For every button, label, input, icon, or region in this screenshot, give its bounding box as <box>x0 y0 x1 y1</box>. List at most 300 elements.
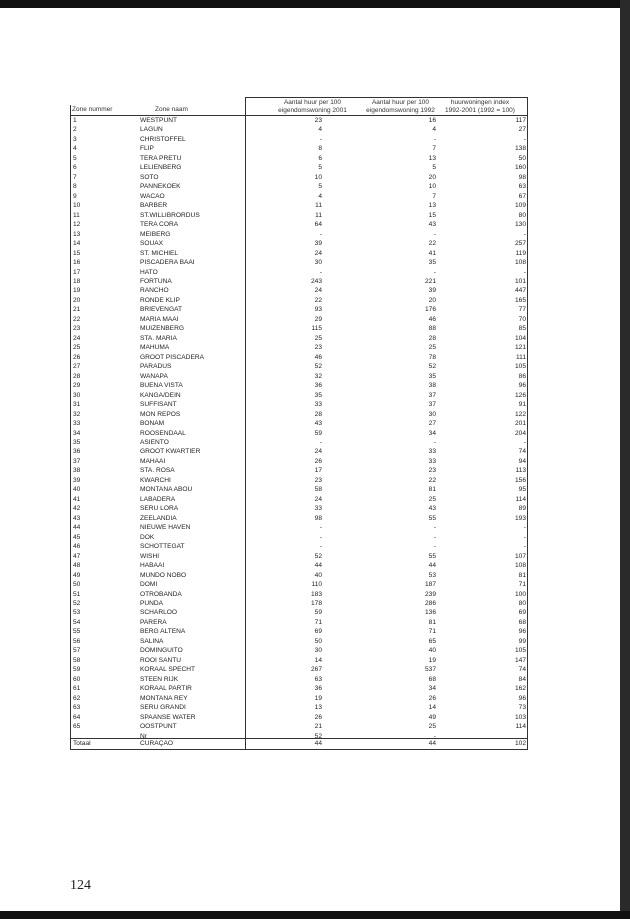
ratio-2001: 30 <box>314 259 322 267</box>
rent-index: 94 <box>518 457 526 465</box>
table-row <box>70 324 528 334</box>
zone-number: 37 <box>73 457 81 465</box>
rent-index: 113 <box>515 467 526 475</box>
scan-border-right <box>620 0 630 919</box>
rent-index: - <box>523 438 526 446</box>
zone-name: BUENA VISTA <box>140 382 183 390</box>
ratio-2001: 33 <box>314 505 322 513</box>
zone-name: DOMINGUITO <box>140 647 183 655</box>
zone-number: 48 <box>73 562 81 570</box>
zone-name: DOMI <box>140 581 158 589</box>
ratio-1992: 33 <box>428 457 436 465</box>
ratio-2001: 243 <box>310 277 322 285</box>
zone-number: 30 <box>73 391 81 399</box>
ratio-2001: 22 <box>314 296 322 304</box>
rent-index: 91 <box>518 401 526 409</box>
zone-name: WISHI <box>140 552 160 560</box>
zone-number: 50 <box>73 581 81 589</box>
zone-number: 9 <box>73 192 77 200</box>
table-row <box>70 154 528 164</box>
ratio-1992: 23 <box>428 467 436 475</box>
header-index-line2: 1992-2001 (1992 = 100) <box>445 107 515 114</box>
zone-name: SERU GRANDI <box>140 704 186 712</box>
header-zone-nummer: Zone nummer <box>72 106 113 113</box>
zone-number: 53 <box>73 609 81 617</box>
zone-name: HATO <box>140 268 158 276</box>
rent-index: 109 <box>514 202 526 210</box>
ratio-1992: 35 <box>428 372 436 380</box>
header-zone-naam: Zone naam <box>155 106 188 113</box>
header-1992-line1: Aantal huur per 100 <box>371 99 430 106</box>
ratio-1992: - <box>433 732 436 740</box>
rent-index: 104 <box>514 334 526 342</box>
ratio-2001: 183 <box>310 590 322 598</box>
table-row <box>70 239 528 249</box>
ratio-1992: 286 <box>424 599 436 607</box>
rent-index: 89 <box>518 505 526 513</box>
zone-name: STA. MARIA <box>140 334 177 342</box>
ratio-2001: - <box>319 543 322 551</box>
ratio-2001: 43 <box>314 420 322 428</box>
zone-number: 62 <box>73 694 81 702</box>
rent-index: 95 <box>518 486 526 494</box>
rent-index: 74 <box>518 666 526 674</box>
zone-name: RANCHO <box>140 287 169 295</box>
ratio-2001: 26 <box>314 457 322 465</box>
ratio-1992: - <box>433 533 436 541</box>
rent-index: - <box>523 135 526 143</box>
table-row <box>70 296 528 306</box>
table-row <box>70 362 528 372</box>
rent-ratio-table <box>70 97 528 750</box>
rent-index: 114 <box>515 495 526 503</box>
ratio-1992: 39 <box>428 287 436 295</box>
ratio-2001: 24 <box>314 448 322 456</box>
table-row <box>70 286 528 296</box>
ratio-2001: 35 <box>314 391 322 399</box>
zone-number: 20 <box>73 296 81 304</box>
ratio-1992: 37 <box>428 391 436 399</box>
ratio-2001: 58 <box>314 486 322 494</box>
zone-number: 31 <box>73 401 81 409</box>
table-row <box>70 514 528 524</box>
ratio-2001: 59 <box>314 609 322 617</box>
ratio-2001: 30 <box>314 647 322 655</box>
ratio-1992: 7 <box>432 192 436 200</box>
table-row <box>70 277 528 287</box>
zone-number: 1 <box>73 117 77 124</box>
zone-number: 41 <box>73 495 81 503</box>
table-row <box>70 703 528 713</box>
ratio-2001: 6 <box>318 154 322 162</box>
ratio-1992: 30 <box>428 410 436 418</box>
zone-name: STEEN RIJK <box>140 675 179 683</box>
ratio-1992: 81 <box>428 486 436 494</box>
ratio-2001: 267 <box>310 666 322 674</box>
rent-index: 160 <box>514 164 526 172</box>
ratio-2001: 11 <box>315 202 322 210</box>
ratio-2001: 26 <box>314 713 322 721</box>
scan-border-top <box>0 0 630 8</box>
rent-index: 86 <box>518 372 526 380</box>
ratio-1992: 16 <box>428 117 436 124</box>
zone-name: FLIP <box>140 145 154 153</box>
zone-name: MAHAAI <box>140 457 166 465</box>
ratio-1992: 81 <box>428 618 436 626</box>
zone-number: 42 <box>73 505 81 513</box>
rent-index: 138 <box>514 145 526 153</box>
zone-name: GROOT KWARTIER <box>140 448 201 456</box>
table-row <box>70 182 528 192</box>
zone-name: ROOSENDAAL <box>140 429 186 437</box>
rent-index: 108 <box>514 259 526 267</box>
table-row <box>70 599 528 609</box>
ratio-1992: 136 <box>424 609 436 617</box>
zone-number: 4 <box>73 145 77 153</box>
table-top-border <box>245 97 528 98</box>
zone-name: WESTPUNT <box>140 117 177 124</box>
zone-number: 56 <box>73 637 81 645</box>
zone-name: ZEELANDIA <box>140 514 177 522</box>
rent-index: 107 <box>514 552 526 560</box>
zone-number: 6 <box>73 164 77 172</box>
table-row <box>70 268 528 278</box>
ratio-2001: 14 <box>314 656 322 664</box>
header-index-line1: huurwoningen index <box>450 99 510 106</box>
ratio-1992: 20 <box>428 173 436 181</box>
table-row <box>70 173 528 183</box>
zone-name: PARERA <box>140 618 167 626</box>
ratio-2001: 33 <box>314 401 322 409</box>
zone-number: 60 <box>73 675 81 683</box>
ratio-1992: 25 <box>428 344 436 352</box>
table-row <box>70 675 528 685</box>
table-row <box>70 580 528 590</box>
ratio-1992: 4 <box>432 126 436 134</box>
rent-index: 80 <box>518 599 526 607</box>
zone-name: SPAANSE WATER <box>140 713 196 721</box>
ratio-2001: 11 <box>315 211 322 219</box>
ratio-2001: 64 <box>314 221 322 229</box>
page-number: 124 <box>70 878 91 893</box>
ratio-2001: 63 <box>314 675 322 683</box>
zone-number: 40 <box>73 486 81 494</box>
ratio-1992: 27 <box>428 420 436 428</box>
zone-number: 15 <box>73 249 81 257</box>
zone-name: KORAAL SPECHT <box>140 666 196 674</box>
ratio-1992: - <box>433 135 436 143</box>
zone-number: 47 <box>73 552 81 560</box>
zone-name: PUNDA <box>140 599 164 607</box>
ratio-1992: 22 <box>428 476 436 484</box>
zone-name: SUFFISANT <box>140 401 177 409</box>
rent-index: 69 <box>518 609 526 617</box>
rent-index: 162 <box>514 685 526 693</box>
rent-index: 101 <box>514 277 526 285</box>
ratio-1992: 68 <box>428 675 436 683</box>
zone-number: 24 <box>73 334 81 342</box>
zone-name: BONAM <box>140 420 165 428</box>
table-row <box>70 192 528 202</box>
header-2001-line1: Aantal huur per 100 <box>283 99 342 106</box>
zone-name: ST. MICHIEL <box>140 249 179 257</box>
table-row <box>70 694 528 704</box>
zone-name: WACAO <box>140 192 165 200</box>
total-zone-name: CURAÇAO <box>140 740 173 747</box>
zone-number: 49 <box>73 571 81 579</box>
zone-name: LAGUN <box>140 126 163 134</box>
rent-index: 105 <box>514 647 526 655</box>
table-row <box>70 466 528 476</box>
ratio-1992: 65 <box>428 637 436 645</box>
ratio-1992: - <box>433 268 436 276</box>
zone-number: 65 <box>73 723 81 731</box>
ratio-1992: 41 <box>428 249 436 257</box>
ratio-1992: 187 <box>424 581 436 589</box>
zone-number: 44 <box>73 524 81 532</box>
table-row <box>70 457 528 467</box>
rent-index: 147 <box>514 656 526 664</box>
table-row <box>70 315 528 325</box>
ratio-2001: 29 <box>314 315 322 323</box>
table-row <box>70 476 528 486</box>
total-1992: 44 <box>428 740 436 747</box>
ratio-2001: 23 <box>314 117 322 124</box>
zone-number: 52 <box>73 599 81 607</box>
table-row <box>70 343 528 353</box>
zone-number: 5 <box>73 154 77 162</box>
zone-number: 55 <box>73 628 81 636</box>
ratio-1992: 25 <box>428 723 436 731</box>
zone-number: 28 <box>73 372 81 380</box>
zone-number: 2 <box>73 126 77 134</box>
ratio-2001: 110 <box>311 581 322 589</box>
table-row <box>70 125 528 135</box>
table-row <box>70 542 528 552</box>
rent-index: 126 <box>514 391 526 399</box>
zone-number: 32 <box>73 410 81 418</box>
rent-index: 27 <box>518 126 526 134</box>
table-row <box>70 571 528 581</box>
rent-index: 73 <box>518 704 526 712</box>
ratio-2001: 19 <box>314 694 322 702</box>
zone-number: 17 <box>73 268 81 276</box>
zone-number: 38 <box>73 467 81 475</box>
rent-index: 447 <box>514 287 526 295</box>
zone-name: SCHARLOO <box>140 609 178 617</box>
zone-name: LABADERA <box>140 495 176 503</box>
rent-index: 108 <box>514 562 526 570</box>
ratio-2001: 52 <box>314 552 322 560</box>
zone-number: 45 <box>73 533 81 541</box>
zone-number: 64 <box>73 713 81 721</box>
zone-name: GROOT PISCADERA <box>140 353 204 361</box>
table-row <box>70 533 528 543</box>
table-row <box>70 220 528 230</box>
ratio-1992: 13 <box>428 202 436 210</box>
rent-index: 165 <box>514 296 526 304</box>
zone-number: 59 <box>73 666 81 674</box>
ratio-2001: - <box>319 438 322 446</box>
ratio-2001: 46 <box>314 353 322 361</box>
zone-number: 18 <box>73 277 81 285</box>
ratio-2001: 5 <box>318 164 322 172</box>
table-row <box>70 230 528 240</box>
ratio-1992: 44 <box>428 562 436 570</box>
ratio-2001: 8 <box>318 145 322 153</box>
ratio-1992: 10 <box>428 183 436 191</box>
table-row <box>70 646 528 656</box>
table-row <box>70 135 528 145</box>
zone-number: 26 <box>73 353 81 361</box>
table-row <box>70 163 528 173</box>
zone-name: OOSTPUNT <box>140 723 177 731</box>
ratio-1992: 34 <box>428 685 436 693</box>
zone-name: PARADUS <box>140 363 172 371</box>
ratio-1992: 25 <box>428 495 436 503</box>
zone-name: ST.WILLIBRORDUS <box>140 211 200 219</box>
zone-number: 10 <box>73 202 81 210</box>
zone-number: 7 <box>73 173 77 181</box>
ratio-2001: 52 <box>314 363 322 371</box>
ratio-2001: 5 <box>318 183 322 191</box>
rent-index: 105 <box>514 363 526 371</box>
rent-index: 77 <box>518 306 526 314</box>
rent-index: 122 <box>514 410 526 418</box>
ratio-2001: 52 <box>314 732 322 740</box>
ratio-1992: 40 <box>428 647 436 655</box>
rent-index: 156 <box>514 476 526 484</box>
zone-name: OTROBANDA <box>140 590 182 598</box>
ratio-2001: 40 <box>314 571 322 579</box>
ratio-2001: 36 <box>314 382 322 390</box>
zone-name: PISCADERA BAAI <box>140 259 195 267</box>
zone-number: 54 <box>73 618 81 626</box>
rent-index: 103 <box>514 713 526 721</box>
ratio-2001: 10 <box>314 173 322 181</box>
ratio-1992: 34 <box>428 429 436 437</box>
ratio-1992: 78 <box>428 353 436 361</box>
ratio-1992: 71 <box>428 628 436 636</box>
rent-index: 114 <box>515 723 526 731</box>
zone-name: KWARCHI <box>140 476 171 484</box>
ratio-1992: 55 <box>428 514 436 522</box>
zone-number: 63 <box>73 704 81 712</box>
ratio-1992: 537 <box>424 666 436 674</box>
table-row <box>70 523 528 533</box>
rent-index: 96 <box>518 694 526 702</box>
rent-index: - <box>523 524 526 532</box>
ratio-2001: 69 <box>314 628 322 636</box>
table-row <box>70 504 528 514</box>
ratio-1992: 239 <box>424 590 436 598</box>
scan-border-bottom <box>0 911 630 919</box>
zone-number: 27 <box>73 363 81 371</box>
table-row <box>70 656 528 666</box>
total-2001: 44 <box>314 740 322 747</box>
zone-name: MUIZENBERG <box>140 325 184 333</box>
ratio-2001: 36 <box>314 685 322 693</box>
table-row <box>70 258 528 268</box>
table-row <box>70 201 528 211</box>
ratio-1992: 19 <box>428 656 436 664</box>
ratio-2001: 13 <box>314 704 322 712</box>
zone-number: 19 <box>73 287 81 295</box>
zone-number: 46 <box>73 543 81 551</box>
zone-number: 11 <box>73 211 80 219</box>
ratio-2001: 17 <box>314 467 322 475</box>
header-2001-line2: eigendomswoning 2001 <box>278 107 347 114</box>
table-row <box>70 684 528 694</box>
zone-name: SOTO <box>140 173 159 181</box>
ratio-1992: 28 <box>428 334 436 342</box>
zone-name: ASIENTO <box>140 438 169 446</box>
rent-index: 96 <box>518 628 526 636</box>
ratio-2001: 25 <box>314 334 322 342</box>
ratio-1992: 43 <box>428 505 436 513</box>
ratio-2001: 28 <box>314 410 322 418</box>
ratio-1992: 33 <box>428 448 436 456</box>
rent-index: 99 <box>518 637 526 645</box>
zone-name: LELIENBERG <box>140 164 182 172</box>
rent-index: 80 <box>518 211 526 219</box>
table-row <box>70 713 528 723</box>
ratio-2001: 21 <box>314 723 322 731</box>
ratio-1992: - <box>433 524 436 532</box>
zone-name: TERA PRETU <box>140 154 182 162</box>
zone-name: MARIA MAAI <box>140 315 179 323</box>
rent-index: 96 <box>518 382 526 390</box>
ratio-1992: 20 <box>428 296 436 304</box>
zone-number: 43 <box>73 514 81 522</box>
table-row <box>70 410 528 420</box>
zone-number: 13 <box>73 230 81 238</box>
ratio-2001: 24 <box>314 287 322 295</box>
table-row <box>70 627 528 637</box>
ratio-2001: 23 <box>314 476 322 484</box>
zone-number: 36 <box>73 448 81 456</box>
table-row <box>70 722 528 732</box>
ratio-2001: 23 <box>314 344 322 352</box>
zone-number: 57 <box>73 647 81 655</box>
zone-name: SCHOTTEGAT <box>140 543 185 551</box>
zone-name: ROOI SANTU <box>140 656 182 664</box>
ratio-2001: - <box>319 533 322 541</box>
ratio-1992: 49 <box>428 713 436 721</box>
table-row <box>70 400 528 410</box>
rent-index: 71 <box>518 581 526 589</box>
rent-index: 63 <box>518 183 526 191</box>
rent-index: 50 <box>518 154 526 162</box>
ratio-1992: 176 <box>424 306 436 314</box>
rent-index: 201 <box>514 420 526 428</box>
zone-number: 51 <box>73 590 81 598</box>
table-row <box>70 305 528 315</box>
ratio-1992: 52 <box>428 363 436 371</box>
zone-name: PANNEKOEK <box>140 183 181 191</box>
ratio-2001: - <box>319 268 322 276</box>
zone-name: MAHUMA <box>140 344 170 352</box>
rent-index: 193 <box>514 514 526 522</box>
zone-name: KANGA/DEIN <box>140 391 181 399</box>
table-row <box>70 249 528 259</box>
table-row <box>70 618 528 628</box>
ratio-1992: 88 <box>428 325 436 333</box>
table-row <box>70 552 528 562</box>
rent-index: 81 <box>518 571 526 579</box>
zone-number: 33 <box>73 420 81 428</box>
table-row <box>70 485 528 495</box>
